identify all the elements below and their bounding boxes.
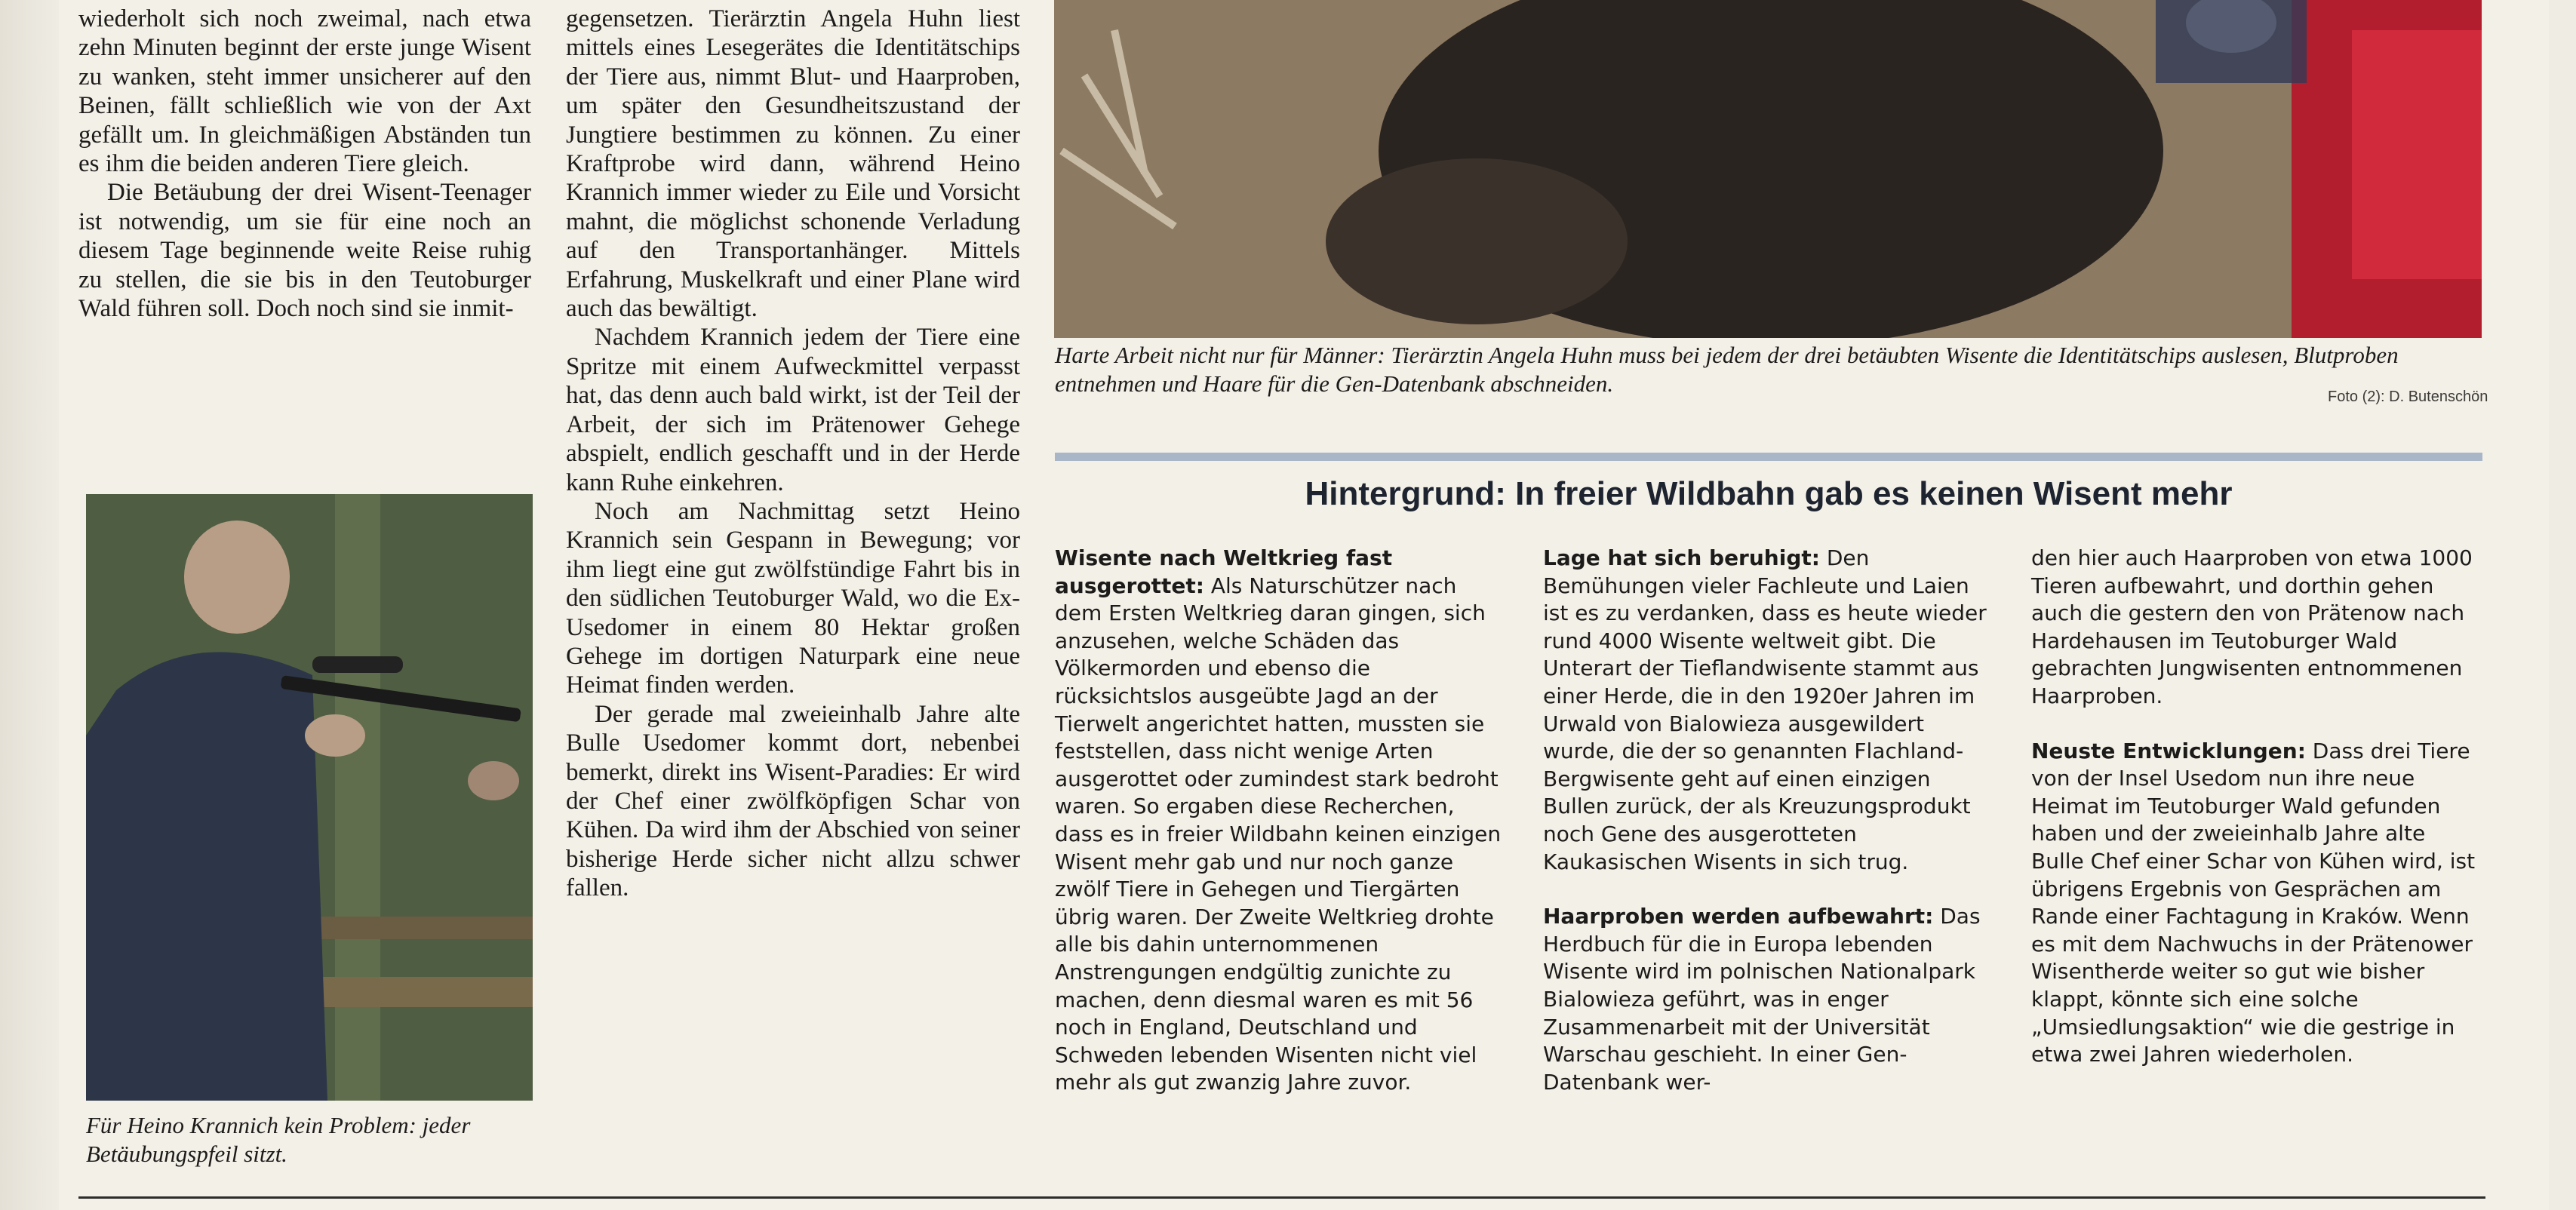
hunter-with-rifle-image [86, 494, 533, 1101]
photo-illustration [86, 494, 533, 1101]
photo-credit: Foto (2): D. Butenschön [2328, 388, 2488, 405]
background-column-3 [2031, 545, 2484, 1096]
bison-and-vet-image [1054, 0, 2482, 338]
subheading: Haarproben werden aufbewahrt: [1543, 904, 1934, 929]
subheading: Lage hat sich beruhigt: [1543, 545, 1820, 570]
paragraph: Nachdem Krannich jedem der Tiere eine Spritze mit einem Aufweckmittel verpasst hat, das denn auch bald wirkt, ist der Teil der Arbeit, der sich im Prätenower Gehege abspielt, endlich geschafft und in der Herde kann Ruhe einkehren. [566, 324, 1020, 496]
paragraph: Noch am Nachmittag setzt Heino Krannich sein Gespann in Bewegung; vor ihm liegt eine gut zwölfstündige Fahrt bis in den südlichen Teutoburger Wald, wo die Ex-Usedomer in einem 80 Hektar großen Gehege im dortigen Naturpark eine neue Heimat finden werden. [566, 497, 1020, 699]
bottom-rule [78, 1196, 2485, 1199]
article-column-1 [78, 5, 531, 323]
paragraph: wiederholt sich noch zweimal, nach etwa zehn Minuten beginnt der erste junge Wisent zu wanken, steht immer unsicherer auf den Beinen, fällt schließlich wie von der Axt gefällt um. In gleichmäßigen Abständen tun es ihm die beiden anderen Tiere gleich. [78, 5, 531, 178]
paragraph-text: Als Naturschützer nach dem Ersten Weltkrieg daran gingen, sich anzusehen, welche Schäden das Völkermorden und ebenso die rücksichtslos ausgeübte Jagd an der Tierwelt angerichtet hatten, mussten sie feststellen, dass nicht wenige Arten ausgerottet oder zumindest stark bedroht waren. So ergaben diese Recherchen, dass es in freier Wildbahn keinen einzigen Wisent mehr gab und nur noch ganze zwölf Tiere in Gehegen und Tiergärten übrig waren. Der Zweite Weltkrieg drohte alle bis dahin unternommenen Anstrengungen endgültig zunichte zu machen, denn diesmal waren es mit 56 noch in England, Deutschland und Schweden lebenden Wisenten nicht viel mehr als gut zwanzig Jahre zuvor. [1055, 573, 1502, 1095]
background-paragraph [2031, 545, 2484, 711]
background-paragraph [1543, 903, 1996, 1096]
background-paragraph [1543, 545, 1996, 876]
paragraph-text: Das Herdbuch für die in Europa lebenden Wisente wird im polnischen Nationalpark Bialowieza geführt, was in enger Zusammenarbeit mit der Universität Warschau geschieht. In einer Gen-Datenbank wer- [1543, 904, 1981, 1095]
paragraph: Der gerade mal zweieinhalb Jahre alte Bulle Usedomer kommt dort, nebenbei bemerkt, direkt ins Wisent-Paradies: Er wird der Chef einer zwölfköpfigen Schar von Kühen. Da wird ihm der Abschied von seiner bisherige Herde sicher nicht allzu schwer fallen. [566, 700, 1020, 902]
paragraph: gegensetzen. Tierärztin Angela Huhn liest mittels eines Lesegerätes die Identitätschips der Tiere aus, nimmt Blut- und Haarproben, um später den Gesundheitszustand der Jungtiere bestimmen zu können. Zu einer Kraftprobe wird dann, während Heino Krannich immer wieder zu Eile und Vorsicht mahnt, die möglichst schonende Verladung auf den Transportanhänger. Mittels Erfahrung, Muskelkraft und einer Plane wird auch das bewältigt. [566, 5, 1020, 323]
photo-illustration [1054, 0, 2482, 338]
subheading: Wisente nach Weltkrieg fast ausgerottet: [1055, 545, 1393, 598]
paragraph-text: Den Bemühungen vieler Fachleute und Laien ist es zu verdanken, dass es heute wieder rund 4000 Wisente weltweit gibt. Die Unterart der Tieflandwisente stammt aus einer Herde, die in den 1920er Jahren im Urwald von Bialowieza ausgewildert wurde, die der so genannten Flachland-Bergwisente geht auf einen einzigen Bullen zurück, der als Kreuzungsprodukt noch Gene des ausgerotteten Kaukasischen Wisents in sich trug. [1543, 545, 1987, 874]
paragraph-text: Dass drei Tiere von der Insel Usedom nun ihre neue Heimat im Teutoburger Wald gefunden haben und der zweieinhalb Jahre alte Bulle Chef einer Schar von Kühen wird, ist übrigens Ergebnis von Gesprächen am Rande einer Fachtagung in Kraków. Wenn es mit dem Nachwuchs in der Prätenower Wisentherde weiter so gut wie bisher klappt, könnte sich eine solche „Umsiedlungsaktion“ wie die gestrige in etwa zwei Jahren wiederholen. [2031, 738, 2476, 1067]
background-paragraph [2031, 738, 2484, 1069]
background-column-1 [1055, 545, 1508, 1124]
subheading: Neuste Entwicklungen: [2031, 738, 2306, 763]
photo-caption: Für Heino Krannich kein Problem: jeder Betäubungspfeil sitzt. [86, 1112, 471, 1167]
article-column-2 [566, 5, 1020, 903]
background-column-2 [1543, 545, 1996, 1123]
background-paragraph [1055, 545, 1508, 1097]
background-headline: Hintergrund: In freier Wildbahn gab es keinen Wisent mehr [1305, 475, 2233, 512]
paragraph-text: den hier auch Haarproben von etwa 1000 Tieren aufbewahrt, und dorthin gehen auch die gestern den von Prätenow nach Hardehausen im Teutoburger Wald gebrachten Jungwisenten entnommenen Haarproben. [2031, 545, 2473, 708]
scan-edge [0, 0, 59, 1210]
photo-caption: Harte Arbeit nicht nur für Männer: Tierärztin Angela Huhn muss bei jedem der drei betäubten Wisente die Identitätschips auslesen, Blutproben entnehmen und Haare für die Gen-Datenbank abschneiden. [1055, 342, 2399, 397]
paragraph: Die Betäubung der drei Wisent-Teenager ist notwendig, um sie für eine noch an diesem Tage beginnende weite Reise ruhig zu stellen, die sie bis in den Teutoburger Wald führen soll. Doch noch sind sie inmit- [78, 179, 531, 323]
section-rule [1055, 453, 2482, 461]
